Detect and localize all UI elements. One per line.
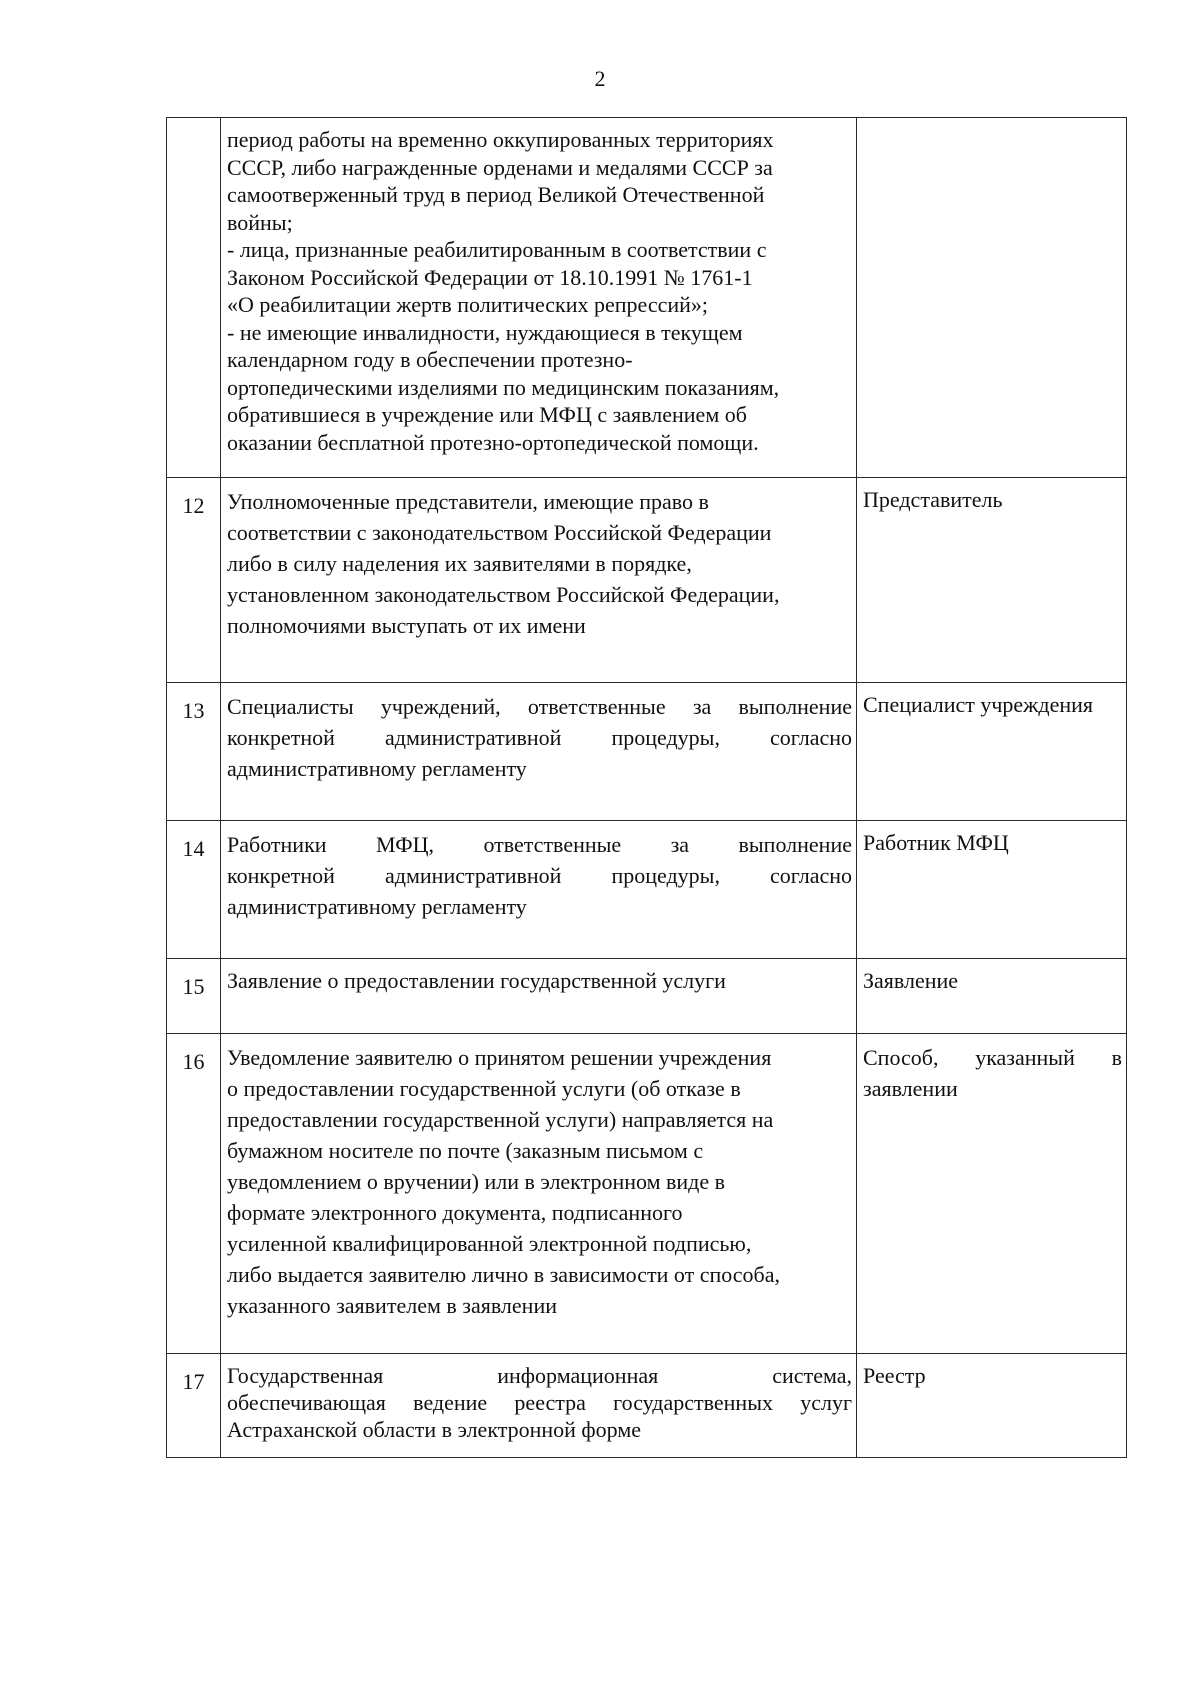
row-description-cell <box>221 1354 857 1458</box>
description-line: Законом Российской Федерации от 18.10.1991 № 1761-1 <box>227 264 753 290</box>
description-line: календарном году в обеспечении протезно- <box>227 347 633 372</box>
description-line: Работники МФЦ, ответственные за выполнение <box>227 832 852 857</box>
description-line: самоотверженный труд в период Великой Отечественной <box>227 182 765 207</box>
description-line: - лица, признанные реабилитированным в соответствии с <box>227 237 767 262</box>
table-row <box>167 1034 1127 1354</box>
description-line: - не имеющие инвалидности, нуждающиеся в текущем <box>227 319 743 345</box>
row-number-cell: 14 <box>167 821 221 959</box>
description-line: формате электронного документа, подписанного <box>227 1200 683 1225</box>
row-description-cell <box>221 1034 857 1354</box>
row-description-cell <box>221 683 857 821</box>
description-line: Государственная информационная система, <box>227 1363 852 1388</box>
row-number-cell: 12 <box>167 478 221 683</box>
description-line: Астраханской области в электронной форме <box>227 1417 642 1442</box>
table-row <box>167 478 1127 683</box>
description-line: либо в силу наделения их заявителями в порядке, <box>227 551 692 576</box>
description-line: усиленной квалифицированной электронной подписью, <box>227 1231 752 1256</box>
table-row <box>167 1354 1127 1458</box>
row-description-cell <box>221 959 857 1034</box>
description-line: бумажном носителе по почте (заказным письмом с <box>227 1138 704 1163</box>
row-term-cell <box>857 118 1127 478</box>
description-line: административному регламенту <box>227 756 527 781</box>
description-line: предоставлении государственной услуги) направляется на <box>227 1107 774 1132</box>
row-term-cell: Работник МФЦ <box>857 821 1127 959</box>
description-line: конкретной административной процедуры, согласно <box>227 863 852 888</box>
description-line: СССР, либо награжденные орденами и медалями СССР за <box>227 154 773 180</box>
description-line: указанного заявителем в заявлении <box>227 1293 557 1318</box>
definitions-table <box>166 117 1127 1458</box>
row-description-cell <box>221 821 857 959</box>
row-number-cell: 17 <box>167 1354 221 1458</box>
row-number-cell <box>167 118 221 478</box>
description-line: оказании бесплатной протезно-ортопедической помощи. <box>227 429 759 455</box>
row-description-cell <box>221 478 857 683</box>
description-line: ортопедическими изделиями по медицинским показаниям, <box>227 374 780 400</box>
description-line: уведомлением о вручении) или в электронном виде в <box>227 1169 726 1194</box>
row-number-cell: 15 <box>167 959 221 1034</box>
table-row <box>167 821 1127 959</box>
table-row <box>167 118 1127 478</box>
term-line: Способ, указанный в <box>863 1045 1122 1070</box>
description-line: Уполномоченные представители, имеющие право в <box>227 489 709 514</box>
row-number-cell: 16 <box>167 1034 221 1354</box>
row-term-cell: Специалист учреждения <box>857 683 1127 821</box>
row-term-cell <box>857 1034 1127 1354</box>
description-line: либо выдается заявителю лично в зависимости от способа, <box>227 1262 781 1287</box>
row-term-cell: Представитель <box>857 478 1127 683</box>
table-row <box>167 683 1127 821</box>
page-number: 2 <box>594 66 606 91</box>
description-line: установленном законодательством Российской Федерации, <box>227 582 780 607</box>
description-line: соответствии с законодательством Российской Федерации <box>227 520 772 545</box>
description-line: административному регламенту <box>227 894 527 919</box>
row-term-cell: Заявление <box>857 959 1127 1034</box>
description-line: о предоставлении государственной услуги (об отказе в <box>227 1076 741 1101</box>
description-line: конкретной административной процедуры, согласно <box>227 725 852 750</box>
description-line: Специалисты учреждений, ответственные за выполнение <box>227 694 852 719</box>
description-line: обеспечивающая ведение реестра государственных услуг <box>227 1390 852 1415</box>
description-line: «О реабилитации жертв политических репрессий»; <box>227 292 709 317</box>
description-line: полномочиями выступать от их имени <box>227 613 586 638</box>
description-line: обратившиеся в учреждение или МФЦ с заявлением об <box>227 402 747 427</box>
description-line: войны; <box>227 209 293 235</box>
description-line: Уведомление заявителю о принятом решении учреждения <box>227 1045 772 1070</box>
row-term-cell: Реестр <box>857 1354 1127 1458</box>
table-row <box>167 959 1127 1034</box>
description-line: период работы на временно оккупированных территориях <box>227 127 774 152</box>
row-number-cell: 13 <box>167 683 221 821</box>
row-description-cell <box>221 118 857 478</box>
description-line: Заявление о предоставлении государственной услуги <box>227 968 726 993</box>
term-line: заявлении <box>863 1076 958 1101</box>
